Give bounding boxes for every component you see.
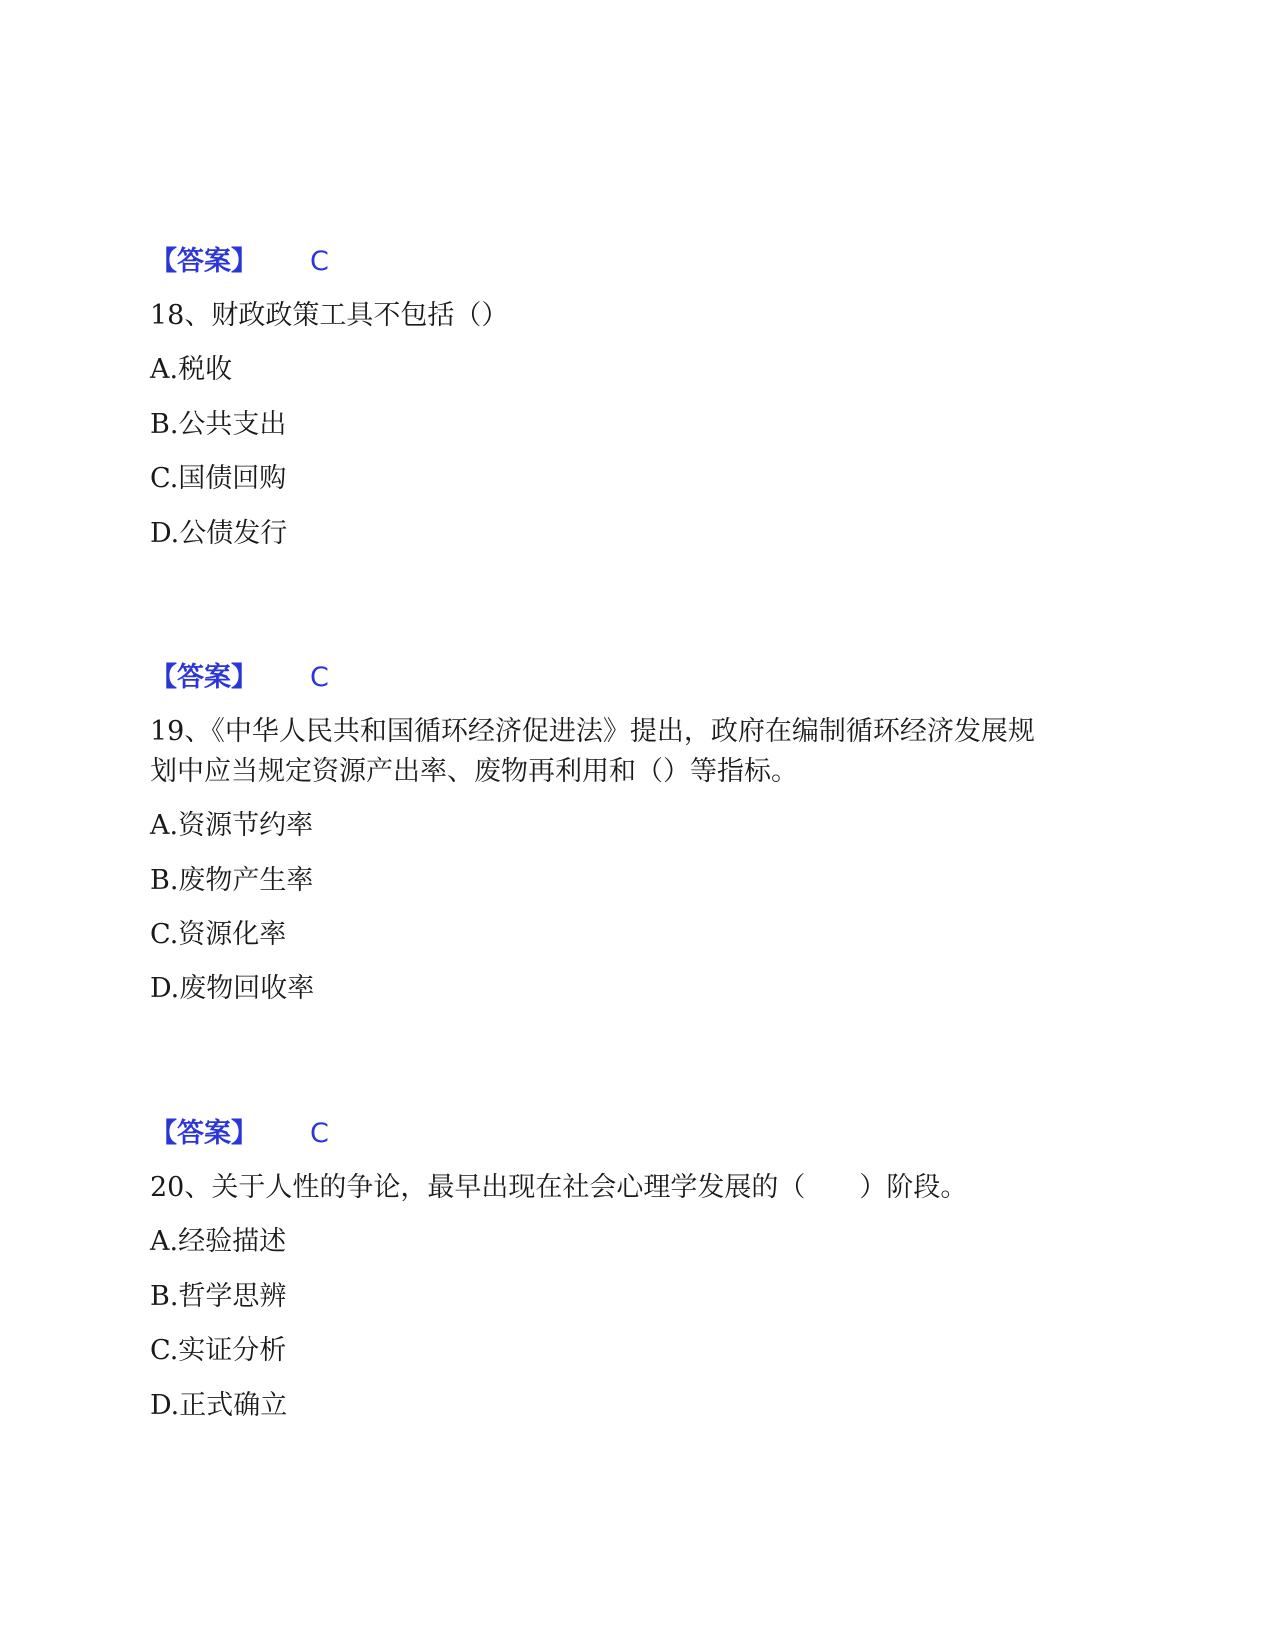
answer-value: C [310, 246, 329, 277]
option-b: B.哲学思辨 [150, 1281, 287, 1312]
question-text: 18、财政政策工具不包括（） [150, 300, 509, 331]
answer-line [150, 658, 329, 698]
answer-line [150, 242, 329, 282]
answer-label: 【答案】 [150, 1118, 258, 1149]
option-c: C.实证分析 [150, 1335, 287, 1366]
question-text: 20、关于人性的争论，最早出现在社会心理学发展的（ ）阶段。 [150, 1172, 968, 1203]
option-d: D.正式确立 [150, 1390, 288, 1421]
option-c: C.国债回购 [150, 463, 287, 494]
option-b: B.废物产生率 [150, 865, 314, 896]
option-b: B.公共支出 [150, 409, 287, 440]
option-d: D.公债发行 [150, 518, 288, 549]
option-a: A.资源节约率 [150, 810, 314, 841]
option-a: A.经验描述 [150, 1226, 287, 1257]
answer-value: C [310, 662, 329, 693]
answer-label: 【答案】 [150, 246, 258, 277]
option-c: C.资源化率 [150, 919, 287, 950]
answer-label: 【答案】 [150, 662, 258, 693]
question-text-line-2: 划中应当规定资源产出率、废物再利用和（）等指标。 [150, 756, 798, 787]
question-text-line-1: 19、《中华人民共和国循环经济促进法》提出，政府在编制循环经济发展规 [150, 716, 1035, 747]
option-d: D.废物回收率 [150, 973, 315, 1004]
answer-line [150, 1114, 329, 1154]
answer-value: C [310, 1118, 329, 1149]
option-a: A.税收 [150, 354, 233, 385]
